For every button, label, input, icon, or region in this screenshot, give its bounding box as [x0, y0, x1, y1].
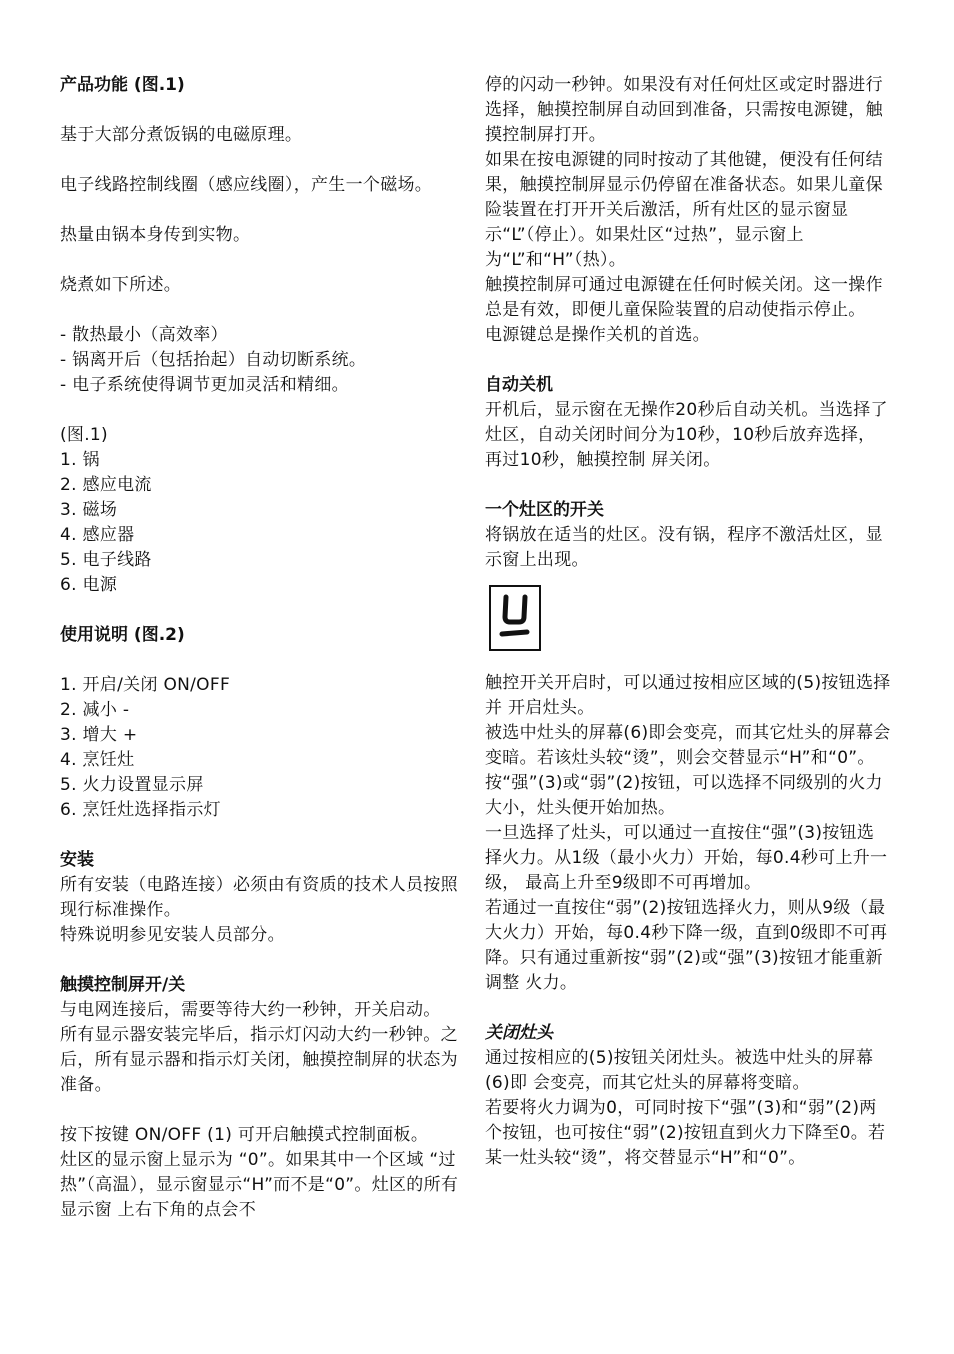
- spacer: [60, 598, 466, 623]
- paragraph: 特殊说明参见安装人员部分。: [60, 925, 285, 945]
- spacer: [485, 348, 891, 373]
- paragraph: 电源键总是操作关机的首选。: [485, 325, 710, 345]
- paragraph: 5. 电子线路: [60, 550, 152, 570]
- spacer: [60, 98, 466, 123]
- paragraph: 停的闪动一秒钟。如果没有对任何灶区或定时器进行选择，触摸控制屏自动回到准备，只需按电源键，触摸控制屏打开。: [485, 75, 883, 145]
- paragraph: - 散热最小（高效率）: [60, 325, 228, 345]
- paragraph: 2. 减小 -: [60, 700, 130, 720]
- spacer: [485, 996, 891, 1021]
- paragraph: 被选中灶头的屏幕(6)即会变亮，而其它灶头的屏幕会变暗。若该灶头较“烫”，则会交替显示“H”和“0”。: [485, 723, 891, 768]
- paragraph: 烧煮如下所述。: [60, 275, 182, 295]
- section-heading: 一个灶区的开关: [485, 500, 604, 520]
- paragraph: 所有显示器安装完毕后，指示灯闪动大约一秒钟。之后，所有显示器和指示灯关闭，触摸控制屏的状态为准备。: [60, 1025, 458, 1095]
- left-column: [60, 73, 466, 1223]
- paragraph: 3. 磁场: [60, 500, 118, 520]
- paragraph: 5. 火力设置显示屏: [60, 775, 204, 795]
- paragraph: 触摸控制屏可通过电源键在任何时候关闭。这一操作总是有效，即便儿童保险装置的启动使指示停止。: [485, 275, 883, 320]
- paragraph: - 锅离开后（包括抬起）自动切断系统。: [60, 350, 367, 370]
- paragraph: 1. 开启/关闭 ON/OFF: [60, 675, 231, 695]
- paragraph: 按“强”(3)或“弱”(2)按钮，可以选择不同级别的火力大小，灶头便开始加热。: [485, 773, 883, 818]
- paragraph: 2. 感应电流: [60, 475, 152, 495]
- section-heading: 安装: [60, 850, 94, 870]
- spacer: [60, 948, 466, 973]
- paragraph: 通过按相应的(5)按钮关闭灶头。被选中灶头的屏幕(6)即 会变亮，而其它灶头的屏幕将变暗。: [485, 1048, 874, 1093]
- paragraph: 6. 烹饪灶选择指示灯: [60, 800, 221, 820]
- paragraph: 若要将火力调为0，可同时按下“强”(3)和“弱”(2)两个按钮，也可按住“弱”(2)按钮直到火力下降至0。若某一灶头较“烫”，将交替显示“H”和“0”。: [485, 1098, 886, 1168]
- paragraph: 触控开关开启时，可以通过按相应区域的(5)按钮选择并 开启灶头。: [485, 673, 891, 718]
- spacer: [60, 298, 466, 323]
- paragraph: (图.1): [60, 425, 108, 445]
- paragraph: 按下按键 ON/OFF (1) 可开启触摸式控制面板。: [60, 1125, 429, 1145]
- spacer: [60, 248, 466, 273]
- paragraph: 6. 电源: [60, 575, 118, 595]
- section-heading: 关闭灶头: [485, 1023, 553, 1043]
- section-heading: 自动关机: [485, 375, 553, 395]
- paragraph: 若通过一直按住“弱”(2)按钮选择火力，则从9级（最 大火力）开始，每0.4秒下降一级，直到0级即不可再降。只有通过重新按“弱”(2)或“强”(3)按钮才能重新调整 火力。: [485, 898, 888, 993]
- paragraph: 3. 增大 +: [60, 725, 138, 745]
- paragraph: 灶区的显示窗上显示为 “0”。如果其中一个区域 “过热”（高温），显示窗显示“H”而不是“0”。灶区的所有显示窗 上右下角的点会不: [60, 1150, 459, 1220]
- paragraph: 一旦选择了灶头，可以通过一直按住“强”(3)按钮选择火力。从1级（最小火力）开始，每0.4秒可上升一级， 最高上升至9级即不可再增加。: [485, 823, 888, 893]
- paragraph: 1. 锅: [60, 450, 100, 470]
- right-column: [485, 73, 891, 1171]
- pan-absent-display-icon: [489, 585, 541, 651]
- spacer: [60, 823, 466, 848]
- paragraph: 将锅放在适当的灶区。没有锅，程序不激活灶区，显示窗上出现。: [485, 525, 883, 570]
- paragraph: 热量由锅本身传到实物。: [60, 225, 251, 245]
- paragraph: 4. 烹饪灶: [60, 750, 135, 770]
- paragraph: - 电子系统使得调节更加灵活和精细。: [60, 375, 349, 395]
- paragraph: 4. 感应器: [60, 525, 135, 545]
- paragraph: 基于大部分煮饭锅的电磁原理。: [60, 125, 303, 145]
- paragraph: 如果在按电源键的同时按动了其他键，便没有任何结果，触摸控制屏显示仍停留在准备状态。如果儿童保险装置在打开开关后激活，所有灶区的显示窗显示“L”（停止）。如果灶区“过热”，显示窗上为“L”和“H”（热）。: [485, 150, 883, 270]
- paragraph: 开机后，显示窗在无操作20秒后自动关机。当选择了灶区，自动关闭时间分为10秒，10秒后放弃选择，再过10秒，触摸控制 屏关闭。: [485, 400, 888, 470]
- section-heading: 产品功能 (图.1): [60, 75, 185, 95]
- spacer: [60, 198, 466, 223]
- section-heading: 使用说明 (图.2): [60, 625, 185, 645]
- paragraph: 电子线路控制线圈（感应线圈），产生一个磁场。: [60, 175, 433, 195]
- spacer: [60, 148, 466, 173]
- spacer: [60, 1098, 466, 1123]
- spacer: [485, 473, 891, 498]
- paragraph: 与电网连接后，需要等待大约一秒钟，开关启动。: [60, 1000, 441, 1020]
- section-heading: 触摸控制屏开/关: [60, 975, 186, 995]
- paragraph: 所有安装（电路连接）必须由有资质的技术人员按照现行标准操作。: [60, 875, 458, 920]
- spacer: [60, 648, 466, 673]
- spacer: [60, 398, 466, 423]
